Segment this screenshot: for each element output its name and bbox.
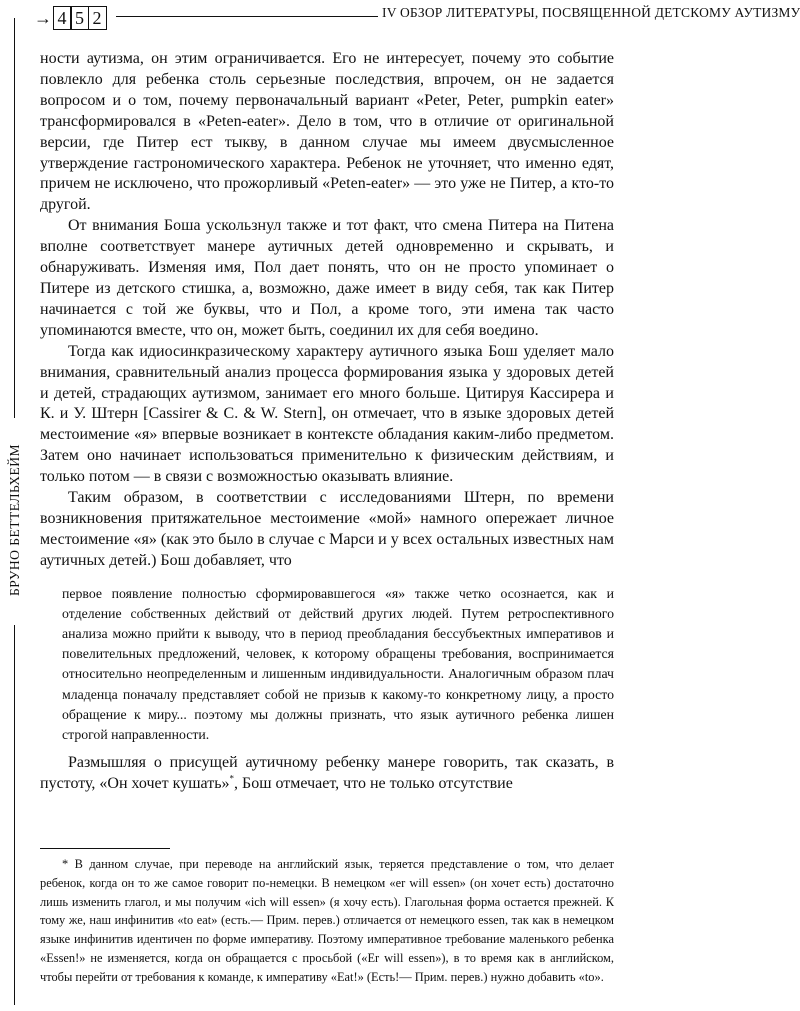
- paragraph-2: От внимания Боша ускользнул также и тот факт, что смена Питера на Питена вполне соответствует манере аутичных детей одновременно и скрывать, и обнаруживать. Изменяя имя, Пол дает понять, что он не просто упоминает о Питере из детского стишка, а, возможно, даже имеет в виду себя, так как Питер начинается с той же буквы, что и Пол, а кроме того, эти имена так часто упоминаются вместе, что он, может быть, соединил их для себя воедино.: [40, 217, 614, 339]
- header-rule: [116, 16, 378, 17]
- main-text: [40, 49, 614, 795]
- page-digit: 2: [88, 6, 107, 30]
- paragraph-4: Таким образом, в соответствии с исследованиями Штерн, по времени возникновения притяжательное местоимение «мой» намного опережает личное местоимение «я» (как это было в случае с Марси и у всех остальных известных нам аутичных детей.) Бош добавляет, что: [40, 489, 614, 569]
- running-title: IV ОБЗОР ЛИТЕРАТУРЫ, ПОСВЯЩЕННОЙ ДЕТСКОМУ АУТИЗМУ: [382, 5, 800, 20]
- footnote: * В данном случае, при переводе на английский язык, теряется представление о том, что делает ребенок, когда он то же самое говорит по-немецки. В немецком «er will essen» (он хочет есть) достаточно лишь изменить глагол, и мы получим «ich will essen» (я хочу есть). Глагольная форма остается прежней. К тому же, наш инфинитив «to eat» (есть.— Прим. перев.) отличается от немецкого essen, так как в немецком языке инфинитив идентичен по форме императиву. Поэтому императивное требование маленького ребенка «Essen!» не изменяется, когда он обращается с просьбой («Er will essen»), в то время как в английском, чтобы перейти от требования к команде, к императиву «Eat!» (Есть!— Прим. перев.) нужно добавить «to».: [40, 857, 614, 984]
- paragraph-5-text: Размышляя о присущей аутичному ребенку манере говорить, так сказать, в пустоту, «Он хочет кушать»: [40, 754, 614, 793]
- paragraph-1: ности аутизма, он этим ограничивается. Его не интересует, почему это событие повлекло для ребенка столь серьезные последствия, впрочем, он не задается вопросом и о том, почему первоначальный вариант «Peter, Peter, pumpkin eater» трансформировался в «Peten-eater». Дело в том, что в отличие от оригинальной версии, где Питер ест тыкву, в данном случае мы имеем двусмысленное утверждение гастрономического характера. Ребенок не уточняет, что именно едят, причем не исключено, что прожорливый «Peten-eater» — это уже не Питер, а кто-то другой.: [40, 50, 614, 214]
- side-author-text: БРУНО БЕТТЕЛЬХЕЙМ: [7, 443, 22, 597]
- side-rule-top: [14, 18, 15, 418]
- block-quote: первое появление полностью сформировавшегося «я» также четко осознается, как и отделение собственных действий от действий других людей. Путем ретроспективного анализа можно прийти к выводу, что в период преобладания бессубъектных императивов и повелительных предложений, человек, к которому обращены требования, воспринимается относительно неопределенным и лишенным индивидуальности. Аналогичным образом плач младенца поначалу представляет собой не призыв к какому-то конкретному лицу, а просто обращение к миру... поэтому мы должны признать, что язык аутичного ребенка лишен строгой направленности.: [62, 585, 614, 743]
- paragraph-5: [40, 753, 614, 795]
- page-digit: 4: [53, 6, 72, 30]
- paragraph-5-text-cont: , Бош отмечает, что не только отсутствие: [234, 775, 513, 793]
- side-rule-bottom: [14, 625, 15, 1005]
- footnote-separator: [40, 848, 170, 849]
- arrow-right-icon: →: [34, 7, 52, 28]
- page-number: [34, 4, 107, 32]
- paragraph-3: Тогда как идиосинкразическому характеру аутичного языка Бош уделяет мало внимания, сравнительный анализ процесса формирования языка у здоровых детей и детей, страдающих аутизмом, занимает его много больше. Цитируя Кассирера и К. и У. Штерн [Cassirer & C. & W. Stern], он отмечает, что в языке здоровых детей местоимение «я» впервые возникает в контексте обладания каким-либо предметом. Затем оно начинает использоваться применительно к физическим действиям, и только потом — в связи с возможностью оказывать влияние.: [40, 342, 614, 486]
- footnote-mark[interactable]: *: [229, 773, 234, 784]
- page-digit: 5: [70, 6, 89, 30]
- side-author-title: [4, 420, 26, 620]
